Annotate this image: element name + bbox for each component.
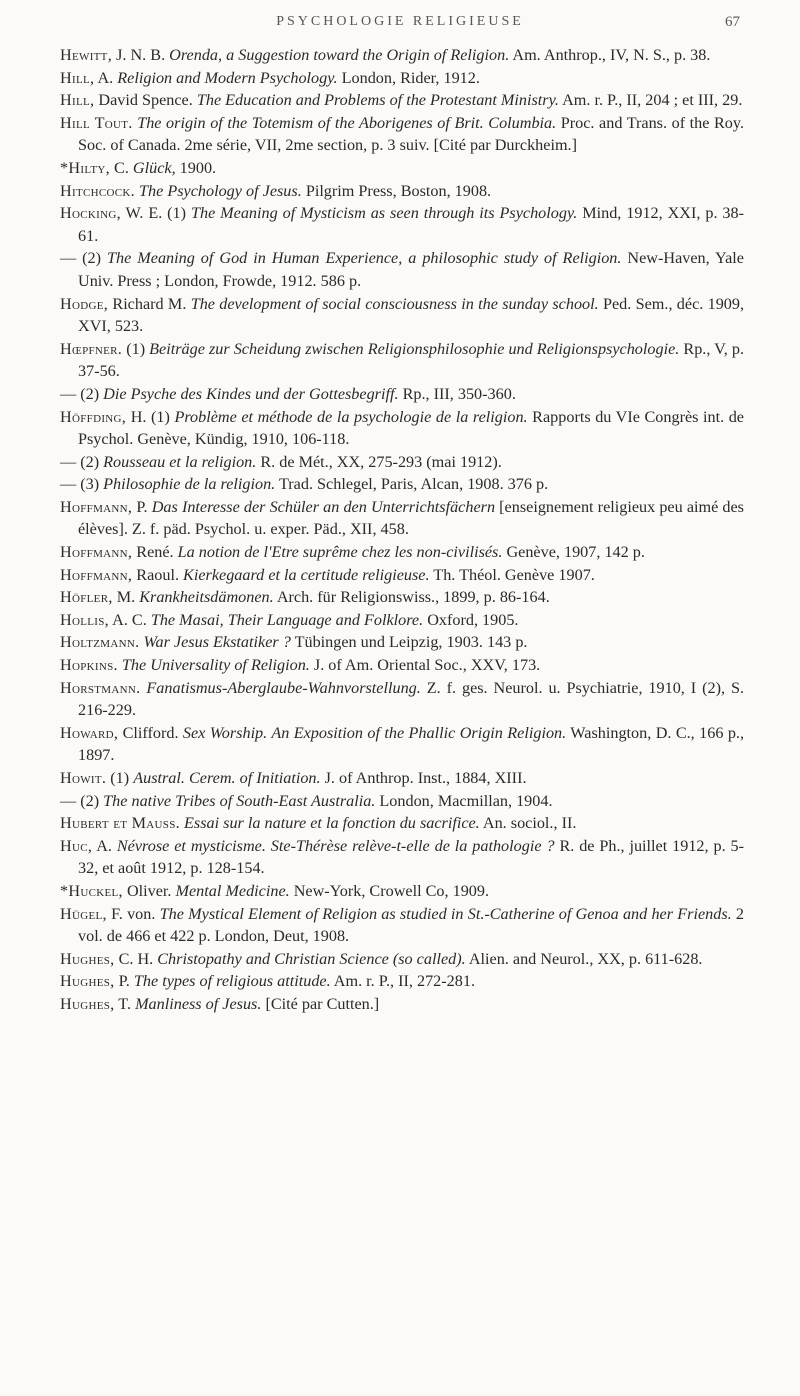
running-head	[60, 8, 740, 38]
entry-author: Hewitt,	[60, 46, 113, 64]
bibliography-entry	[60, 180, 744, 203]
entry-author: Hodge,	[60, 294, 109, 313]
bibliography-entry	[60, 112, 744, 157]
bibliography-entry	[60, 654, 744, 677]
bibliography-entry	[60, 383, 744, 406]
entry-author: Höfler,	[60, 588, 113, 607]
entry-title: Sex Worship. An Exposition of the Phallic Origin Religion.	[182, 723, 567, 742]
bibliography-entry	[60, 677, 744, 722]
entry-prefix: — (2)	[60, 249, 108, 268]
entry-title: Fanatismus-Aberglaube-Wahnvorstellung.	[146, 678, 421, 697]
entry-title: Névrose et mysticisme. Ste-Thérèse relève-t-elle de la pathologie ?	[116, 836, 555, 855]
entry-prefix: P.	[114, 972, 134, 991]
entry-details: Z. f. ges. Neurol. u. Psychiatrie, 1910, I (2), S. 216-229.	[78, 678, 744, 720]
entry-title: Glück,	[132, 158, 176, 177]
entry-details: Tübingen und Leipzig, 1903. 143 p.	[290, 633, 528, 652]
entry-details: New-Haven, Yale Univ. Press ; London, Frowde, 1912. 586 p.	[78, 249, 744, 290]
entry-details: Alien. and Neurol., XX, p. 611-628.	[465, 949, 703, 968]
entry-details: London, Macmillan, 1904.	[375, 791, 553, 810]
entry-title: La notion de l'Etre suprême chez les non-civilisés.	[177, 543, 503, 562]
entry-details: Mind, 1912, XXI, p. 38-61.	[78, 204, 744, 245]
entry-title: Rousseau et la religion.	[103, 452, 257, 471]
entry-details: Genève, 1907, 142 p.	[502, 543, 645, 562]
entry-author: Holtzmann.	[60, 633, 140, 652]
entry-title: Manliness of Jesus.	[135, 994, 262, 1013]
entry-author: Hœpfner.	[60, 339, 123, 358]
bibliography-entry	[60, 451, 744, 474]
entry-details: Proc. and Trans. of the Roy. Soc. of Canada. 2me série, VII, 2me section, p. 3 suiv. [Cité par Durckheim.]	[78, 113, 744, 155]
entry-title: The Psychology of Jesus.	[139, 181, 302, 200]
entry-details: Ped. Sem., déc. 1909, XVI, 523.	[78, 294, 745, 336]
entry-details: Am. r. P., II, 204 ; et III, 29.	[558, 91, 743, 110]
entry-title: Religion and Modern Psychology.	[117, 68, 338, 87]
entry-details: Rp., III, 350-360.	[398, 384, 516, 403]
entry-author: Hughes,	[60, 972, 115, 991]
bibliography-entry	[60, 406, 744, 451]
entry-title: Christopathy and Christian Science (so called).	[157, 949, 466, 968]
entry-details: 1900.	[175, 158, 217, 177]
entry-prefix: H. (1)	[126, 407, 175, 426]
entry-details: [enseignement religieux peu aimé des élèves]. Z. f. päd. Psychol. u. exper. Päd., XII, 458.	[78, 497, 744, 539]
entry-author: Hill Tout.	[60, 113, 133, 132]
entry-title: Krankheitsdämonen.	[139, 588, 274, 607]
entry-title: Beiträge zur Scheidung zwischen Religionsphilosophie und Religionspsychologie.	[149, 339, 680, 358]
bibliography-entry	[60, 835, 744, 880]
entry-prefix: P.	[132, 497, 152, 516]
bibliography-entry	[60, 812, 744, 835]
entry-details: Trad. Schlegel, Paris, Alcan, 1908. 376 p.	[275, 475, 549, 494]
entry-details: Rp., V, p. 37-56.	[78, 339, 744, 381]
bibliography-entry	[60, 89, 744, 112]
bibliography-entry	[60, 970, 744, 993]
entry-prefix: (1)	[122, 339, 150, 358]
entry-author: Hocking,	[60, 204, 121, 223]
entry-details: Th. Théol. Genève 1907.	[429, 565, 595, 584]
entry-author: Hubert et Mauss.	[60, 814, 180, 833]
entry-title: Das Interesse der Schüler an den Unterrichtsfächern	[151, 497, 496, 516]
bibliography-entry	[60, 496, 744, 541]
entry-details: [Cité par Cutten.]	[261, 994, 380, 1013]
bibliography-entry	[60, 157, 744, 180]
entry-prefix: — (2)	[60, 791, 104, 810]
bibliography-entry	[60, 767, 744, 790]
bibliography-entry	[60, 564, 744, 587]
entry-title: The origin of the Totemism of the Aborigenes of Brit. Columbia.	[137, 113, 557, 132]
entry-title: Orenda, a Suggestion toward the Origin of Religion.	[169, 46, 510, 64]
bibliography-entry	[60, 44, 744, 67]
entry-title: The Meaning of God in Human Experience, a philosophic study of Religion.	[107, 249, 622, 268]
entry-prefix: M.	[112, 588, 140, 607]
entry-title: Austral. Cerem. of Initiation.	[133, 769, 321, 787]
entry-prefix: Richard M.	[108, 294, 191, 313]
bibliography-entry	[60, 67, 744, 90]
entry-details: Arch. für Religionswiss., 1899, p. 86-164.	[273, 588, 550, 607]
bibliography-entry	[60, 903, 744, 948]
entry-details: Am. r. P., II, 272-281.	[330, 972, 475, 991]
bibliography-entry	[60, 722, 744, 767]
entry-prefix: — (2)	[60, 452, 104, 471]
entry-title: The Mystical Element of Religion as studied in St.-Catherine of Genoa and her Friends.	[159, 904, 732, 923]
entry-details: Pilgrim Press, Boston, 1908.	[301, 181, 492, 200]
bibliography-entry	[60, 880, 744, 903]
entry-prefix: — (2)	[60, 384, 104, 403]
entry-title: Mental Medicine.	[175, 881, 290, 900]
entry-details: London, Rider, 1912.	[337, 68, 480, 87]
entry-prefix: C. H.	[114, 949, 158, 968]
entry-details: Washington, D. C., 166 p., 1897.	[78, 723, 745, 765]
entry-prefix: René.	[132, 543, 178, 562]
entry-author: Hoffmann,	[60, 565, 133, 584]
entry-prefix: Raoul.	[132, 565, 184, 584]
bibliography-list	[60, 44, 744, 1016]
bibliography-entry	[60, 541, 744, 564]
entry-details: R. de Mét., XX, 275-293 (mai 1912).	[256, 452, 502, 471]
entry-prefix: Clifford.	[118, 723, 183, 742]
entry-details: J. of Am. Oriental Soc., XXV, 173.	[309, 656, 541, 675]
bibliography-entry	[60, 609, 744, 632]
entry-author: Höffding,	[60, 407, 127, 426]
entry-prefix: Oliver.	[122, 881, 176, 900]
bibliography-entry	[60, 473, 744, 496]
bibliography-entry	[60, 202, 744, 247]
bibliography-entry	[60, 948, 744, 971]
entry-author: Hughes,	[60, 994, 115, 1013]
entry-title: The Universality of Religion.	[121, 656, 310, 675]
entry-prefix: A. C.	[109, 610, 151, 629]
entry-title: War Jesus Ekstatiker ?	[143, 633, 291, 652]
entry-author: Hopkins.	[60, 656, 118, 675]
bibliography-entry	[60, 993, 744, 1016]
entry-author: Hughes,	[60, 949, 115, 968]
entry-title: The native Tribes of South-East Australia.	[103, 791, 376, 810]
entry-title: The types of religious attitude.	[133, 972, 331, 991]
entry-title: The Education and Problems of the Protestant Ministry.	[196, 91, 559, 110]
entry-author: Howard,	[60, 723, 119, 742]
entry-prefix: W. E. (1)	[120, 204, 191, 223]
entry-title: Die Psyche des Kindes und der Gottesbegriff.	[103, 384, 399, 403]
entry-author: Hoffmann,	[60, 543, 133, 562]
entry-title: The Meaning of Mysticism as seen through its Psychology.	[190, 204, 578, 223]
entry-details: R. de Ph., juillet 1912, p. 5-32, et août 1912, p. 128-154.	[78, 836, 744, 878]
entry-title: The Masai, Their Language and Folklore.	[150, 610, 424, 629]
entry-details: 2 vol. de 466 et 422 p. London, Deut, 1908.	[78, 904, 744, 946]
entry-author: Hitchcock.	[60, 181, 135, 200]
bibliography-entry	[60, 247, 744, 292]
entry-details: Rapports du VIe Congrès int. de Psychol. Genève, Kündig, 1910, 106-118.	[78, 407, 744, 449]
entry-details: J. of Anthrop. Inst., 1884, XIII.	[320, 769, 527, 787]
page-number: 67	[725, 14, 740, 30]
entry-author: *Huckel,	[60, 881, 123, 900]
entry-author: Hill,	[60, 68, 95, 87]
entry-author: Hügel,	[60, 904, 107, 923]
entry-author: Huc,	[60, 836, 93, 855]
bibliography-entry	[60, 790, 744, 813]
entry-author: Hill,	[60, 91, 95, 110]
bibliography-entry	[60, 631, 744, 654]
entry-prefix: C.	[109, 158, 133, 177]
entry-title: Kierkegaard et la certitude religieuse.	[183, 565, 430, 584]
entry-prefix: A.	[94, 68, 118, 87]
entry-prefix: F. von.	[106, 904, 160, 923]
entry-details: New-York, Crowell Co, 1909.	[289, 881, 490, 900]
entry-prefix: A.	[92, 836, 117, 855]
entry-author: Hoffmann,	[60, 497, 133, 516]
entry-details: Oxford, 1905.	[423, 610, 519, 629]
entry-title: Philosophie de la religion.	[103, 475, 276, 494]
running-title: PSYCHOLOGIE RELIGIEUSE	[276, 14, 524, 29]
entry-prefix: T.	[114, 994, 136, 1013]
entry-author: *Hilty,	[60, 158, 110, 177]
entry-details: Am. Anthrop., IV, N. S., p. 38.	[509, 46, 711, 64]
entry-title: The development of social consciousness in the sunday school.	[190, 294, 599, 313]
entry-prefix: — (3)	[60, 475, 104, 494]
entry-author: Horstmann.	[60, 678, 141, 697]
entry-title: Problème et méthode de la psychologie de la religion.	[174, 407, 528, 426]
entry-author: Hollis,	[60, 610, 109, 629]
entry-prefix: (1)	[106, 769, 134, 787]
bibliography-entry	[60, 293, 744, 338]
entry-details: An. sociol., II.	[479, 814, 577, 833]
entry-prefix: J. N. B.	[112, 46, 170, 64]
entry-title: Essai sur la nature et la fonction du sacrifice.	[184, 814, 480, 833]
entry-prefix: David Spence.	[94, 91, 197, 110]
bibliography-entry	[60, 338, 744, 383]
bibliography-entry	[60, 586, 744, 609]
entry-author: Howit.	[60, 769, 107, 787]
